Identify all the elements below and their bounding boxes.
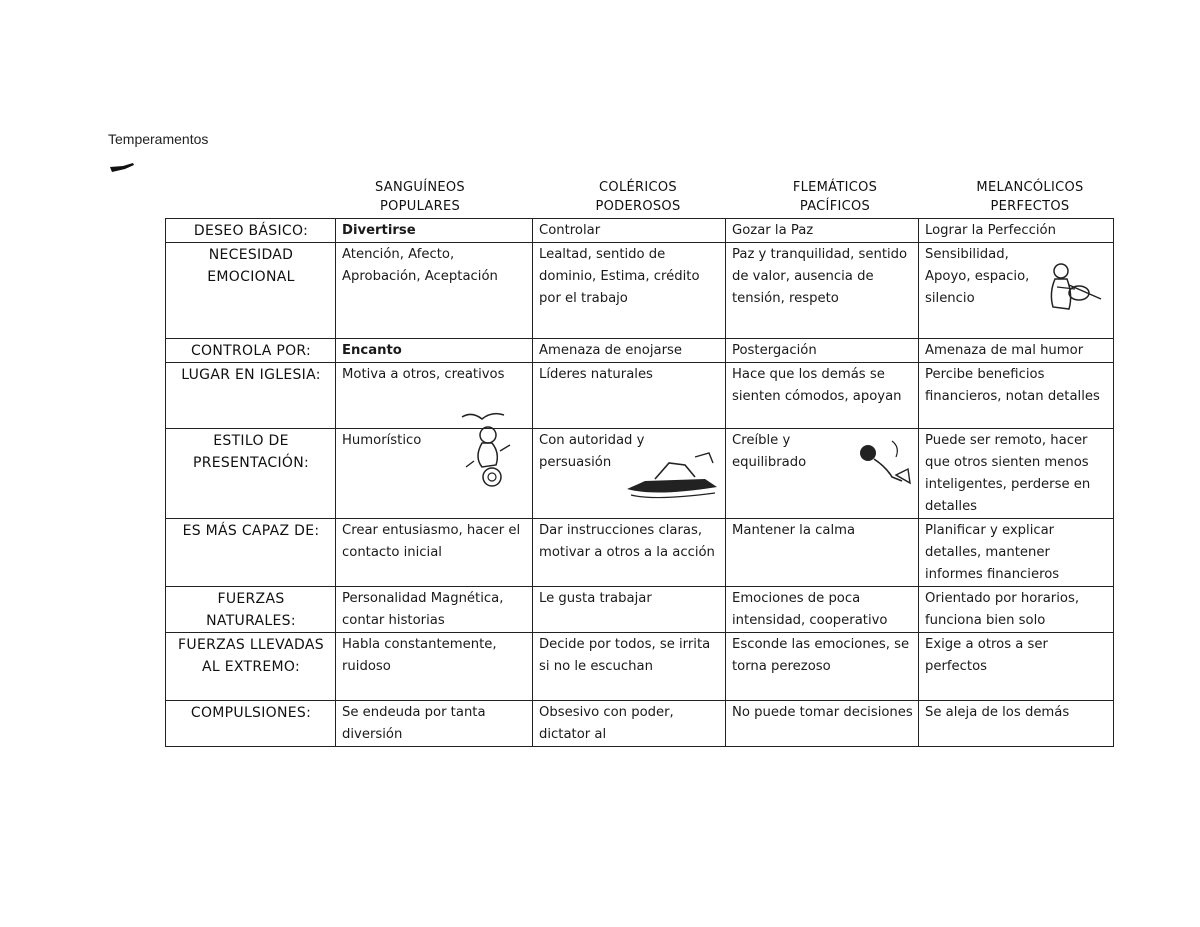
table-cell: Hace que los demás se sienten cómodos, apoyan bbox=[726, 363, 919, 429]
row-label: FUERZAS NATURALES: bbox=[166, 587, 336, 633]
table-cell: Emociones de poca intensidad, cooperativo bbox=[726, 587, 919, 633]
table-cell-with-picture bbox=[533, 429, 726, 519]
table-cell: Puede ser remoto, hacer que otros sienten menos inteligentes, perderse en detalles bbox=[919, 429, 1114, 519]
row-label: DESEO BÁSICO: bbox=[166, 219, 336, 243]
table-cell: Personalidad Magnética, contar historias bbox=[336, 587, 533, 633]
table-row bbox=[166, 587, 1114, 633]
table-cell: Paz y tranquilidad, sentido de valor, ausencia de tensión, respeto bbox=[726, 243, 919, 339]
table-row bbox=[166, 429, 1114, 519]
table-cell: Atención, Afecto, Aprobación, Aceptación bbox=[336, 243, 533, 339]
table-cell-text: Creíble y equilibrado bbox=[732, 433, 807, 470]
column-header-sanguineos bbox=[340, 178, 500, 216]
table-cell: Obsesivo con poder, dictator al bbox=[533, 701, 726, 747]
table-cell: Lograr la Perfección bbox=[919, 219, 1114, 243]
table-cell: Decide por todos, se irrita si no le escuchan bbox=[533, 633, 726, 701]
column-header-line2: PACÍFICOS bbox=[799, 199, 871, 214]
row-label: LUGAR EN IGLESIA: bbox=[166, 363, 336, 429]
table-row bbox=[166, 219, 1114, 243]
temperaments-table bbox=[165, 218, 1113, 747]
table-cell: Esconde las emociones, se torna perezoso bbox=[726, 633, 919, 701]
table-cell: Se endeuda por tanta diversión bbox=[336, 701, 533, 747]
row-label: ESTILO DE PRESENTACIÓN: bbox=[166, 429, 336, 519]
table-cell-with-picture bbox=[336, 429, 533, 519]
column-header-line2: PERFECTOS bbox=[990, 199, 1070, 214]
table-cell: Lealtad, sentido de dominio, Estima, crédito por el trabajo bbox=[533, 243, 726, 339]
table-cell: Planificar y explicar detalles, mantener informes financieros bbox=[919, 519, 1114, 587]
table-cell: Orientado por horarios, funciona bien solo bbox=[919, 587, 1114, 633]
row-label: COMPULSIONES: bbox=[166, 701, 336, 747]
table-row bbox=[166, 243, 1114, 339]
column-header-flematicos bbox=[755, 178, 915, 216]
table-row bbox=[166, 363, 1114, 429]
table-row bbox=[166, 339, 1114, 363]
row-label: CONTROLA POR: bbox=[166, 339, 336, 363]
table-cell: Dar instrucciones claras, motivar a otros a la acción bbox=[533, 519, 726, 587]
table-cell: Percibe beneficios financieros, notan detalles bbox=[919, 363, 1114, 429]
column-header-line1: MELANCÓLICOS bbox=[976, 180, 1084, 195]
table-cell: Líderes naturales bbox=[533, 363, 726, 429]
table-cell: No puede tomar decisiones bbox=[726, 701, 919, 747]
table-row bbox=[166, 633, 1114, 701]
table-cell-with-picture bbox=[726, 429, 919, 519]
table-cell: Exige a otros a ser perfectos bbox=[919, 633, 1114, 701]
table-cell: Divertirse bbox=[336, 219, 533, 243]
table-cell-text: Sensibilidad, Apoyo, espacio, silencio bbox=[925, 247, 1030, 306]
table-cell: Motiva a otros, creativos bbox=[336, 363, 533, 429]
arrow-icon bbox=[109, 163, 135, 173]
table-cell: Gozar la Paz bbox=[726, 219, 919, 243]
table-cell: Se aleja de los demás bbox=[919, 701, 1114, 747]
table-cell: Crear entusiasmo, hacer el contacto inicial bbox=[336, 519, 533, 587]
column-header-colericos bbox=[558, 178, 718, 216]
document-title: Temperamentos bbox=[108, 131, 209, 147]
column-header-line1: COLÉRICOS bbox=[599, 180, 677, 195]
table-row bbox=[166, 519, 1114, 587]
table-cell: Controlar bbox=[533, 219, 726, 243]
table-cell: Amenaza de mal humor bbox=[919, 339, 1114, 363]
row-label: ES MÁS CAPAZ DE: bbox=[166, 519, 336, 587]
table-cell-text: Humorístico bbox=[342, 433, 422, 448]
violinist-icon bbox=[1039, 259, 1103, 317]
table-cell: Encanto bbox=[336, 339, 533, 363]
column-header-line1: SANGUÍNEOS bbox=[375, 180, 465, 195]
column-header-line1: FLEMÁTICOS bbox=[792, 180, 878, 195]
table-row bbox=[166, 701, 1114, 747]
column-header-melancolicos bbox=[950, 178, 1110, 216]
table-cell: Amenaza de enojarse bbox=[533, 339, 726, 363]
row-label: NECESIDAD EMOCIONAL bbox=[166, 243, 336, 339]
table-cell: Postergación bbox=[726, 339, 919, 363]
table-cell-text: Con autoridad y persuasión bbox=[539, 433, 645, 470]
speedboat-icon bbox=[625, 449, 721, 501]
column-header-line2: PODEROSOS bbox=[595, 199, 681, 214]
table-cell: Mantener la calma bbox=[726, 519, 919, 587]
table-cell-with-picture bbox=[919, 243, 1114, 339]
table-cell: Habla constantemente, ruidoso bbox=[336, 633, 533, 701]
table-cell: Le gusta trabajar bbox=[533, 587, 726, 633]
row-label: FUERZAS LLEVADAS AL EXTREMO: bbox=[166, 633, 336, 701]
column-header-line2: POPULARES bbox=[379, 199, 461, 214]
resting-figure-icon bbox=[852, 437, 914, 489]
